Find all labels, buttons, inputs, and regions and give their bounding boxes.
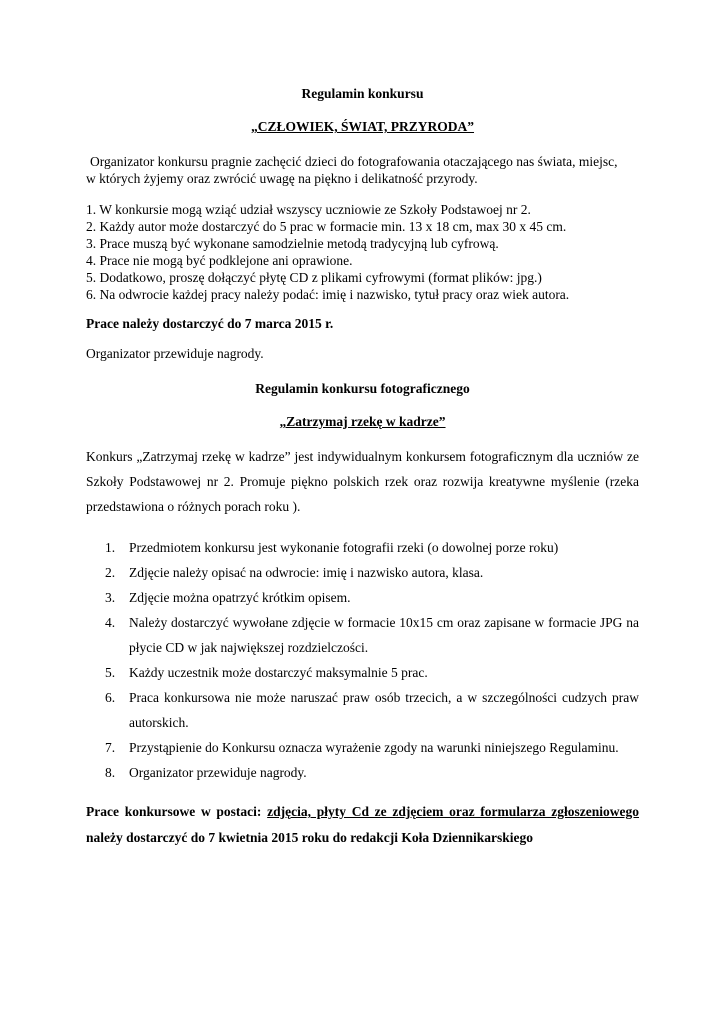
submission-note-start: Prace konkursowe w postaci: — [86, 804, 268, 819]
rule-item — [86, 760, 639, 785]
rule-item: 4. Prace nie mogą być podklejone ani oprawione. — [86, 253, 353, 268]
rules-list-2 — [86, 535, 639, 785]
rule-item — [86, 660, 639, 685]
rule-item: 2. Każdy autor może dostarczyć do 5 prac w formacie min. 13 x 18 cm, max 30 x 45 cm. — [86, 219, 567, 234]
rule-item: 6. Na odwrocie każdej pracy należy podać: imię i nazwisko, tytuł pracy oraz wiek autora. — [86, 287, 570, 302]
intro-line: w których żyjemy oraz zwrócić uwagę na piękno i delikatność przyrody. — [86, 171, 478, 186]
rule-number: 6. — [105, 690, 116, 705]
photo-contest-description: Konkurs „Zatrzymaj rzekę w kadrze” jest indywidualnym konkursem fotograficznym dla uczniów ze Szkoły Podstawowej nr 2. Promuje piękno polskich rzek oraz rozwija kreatywne myślenie (rzeka przedstawiona o różnych porach roku ). — [86, 449, 639, 514]
rule-item — [86, 585, 639, 610]
rule-item — [86, 560, 639, 585]
rule-text: Każdy uczestnik może dostarczyć maksymalnie 5 prac. — [129, 665, 428, 680]
submission-note-end: należy dostarczyć do 7 kwietnia 2015 roku do redakcji Koła Dziennikarskiego — [86, 830, 534, 845]
submission-note — [86, 799, 639, 851]
contest-rules-title: Regulamin konkursu — [301, 86, 424, 101]
deadline-1: Prace należy dostarczyć do 7 marca 2015 r. — [86, 316, 334, 331]
rule-text: Należy dostarczyć wywołane zdjęcie w formacie 10x15 cm oraz zapisane w formacie JPG na płycie CD w jak największej rozdzielczości. — [129, 615, 639, 655]
rule-item: 5. Dodatkowo, proszę dołączyć płytę CD z plikami cyfrowymi (format plików: jpg.) — [86, 270, 542, 285]
rule-text: Zdjęcie można opatrzyć krótkim opisem. — [129, 590, 351, 605]
intro-paragraph — [86, 153, 646, 187]
rule-text: Przystąpienie do Konkursu oznacza wyrażenie zgody na warunki niniejszego Regulaminu. — [129, 740, 619, 755]
prizes-note-1: Organizator przewiduje nagrody. — [86, 346, 264, 361]
rule-item — [86, 735, 639, 760]
rule-text: Organizator przewiduje nagrody. — [129, 765, 307, 780]
rule-number: 2. — [105, 565, 116, 580]
rule-item: 1. W konkursie mogą wziąć udział wszyscy uczniowie ze Szkoły Podstawoej nr 2. — [86, 202, 531, 217]
rule-item: 3. Prace muszą być wykonane samodzielnie metodą tradycyjną lub cyfrową. — [86, 236, 499, 251]
rule-text: Przedmiotem konkursu jest wykonanie fotografii rzeki (o dowolnej porze roku) — [129, 540, 559, 555]
rule-number: 1. — [105, 540, 116, 555]
rule-number: 3. — [105, 590, 116, 605]
photo-contest-rules-title: Regulamin konkursu fotograficznego — [255, 381, 470, 396]
rule-number: 4. — [105, 615, 116, 630]
rule-item — [86, 610, 639, 660]
rule-number: 7. — [105, 740, 116, 755]
contest-name-title: „CZŁOWIEK, ŚWIAT, PRZYRODA” — [250, 119, 475, 134]
rule-number: 8. — [105, 765, 116, 780]
rule-item — [86, 685, 639, 735]
intro-line: Organizator konkursu pragnie zachęcić dzieci do fotografowania otaczającego nas świata, miejsc, — [90, 154, 618, 169]
rule-text: Zdjęcie należy opisać na odwrocie: imię i nazwisko autora, klasa. — [129, 565, 484, 580]
rule-text: Praca konkursowa nie może naruszać praw osób trzecich, a w szczególności cudzych praw autorskich. — [129, 690, 639, 730]
rules-list-1 — [86, 201, 646, 303]
submission-items: zdjęcia, płyty Cd ze zdjęciem oraz formularza zgłoszeniowego — [267, 804, 639, 819]
rule-item — [86, 535, 639, 560]
photo-contest-name-title: „Zatrzymaj rzekę w kadrze” — [279, 414, 446, 429]
rule-number: 5. — [105, 665, 116, 680]
